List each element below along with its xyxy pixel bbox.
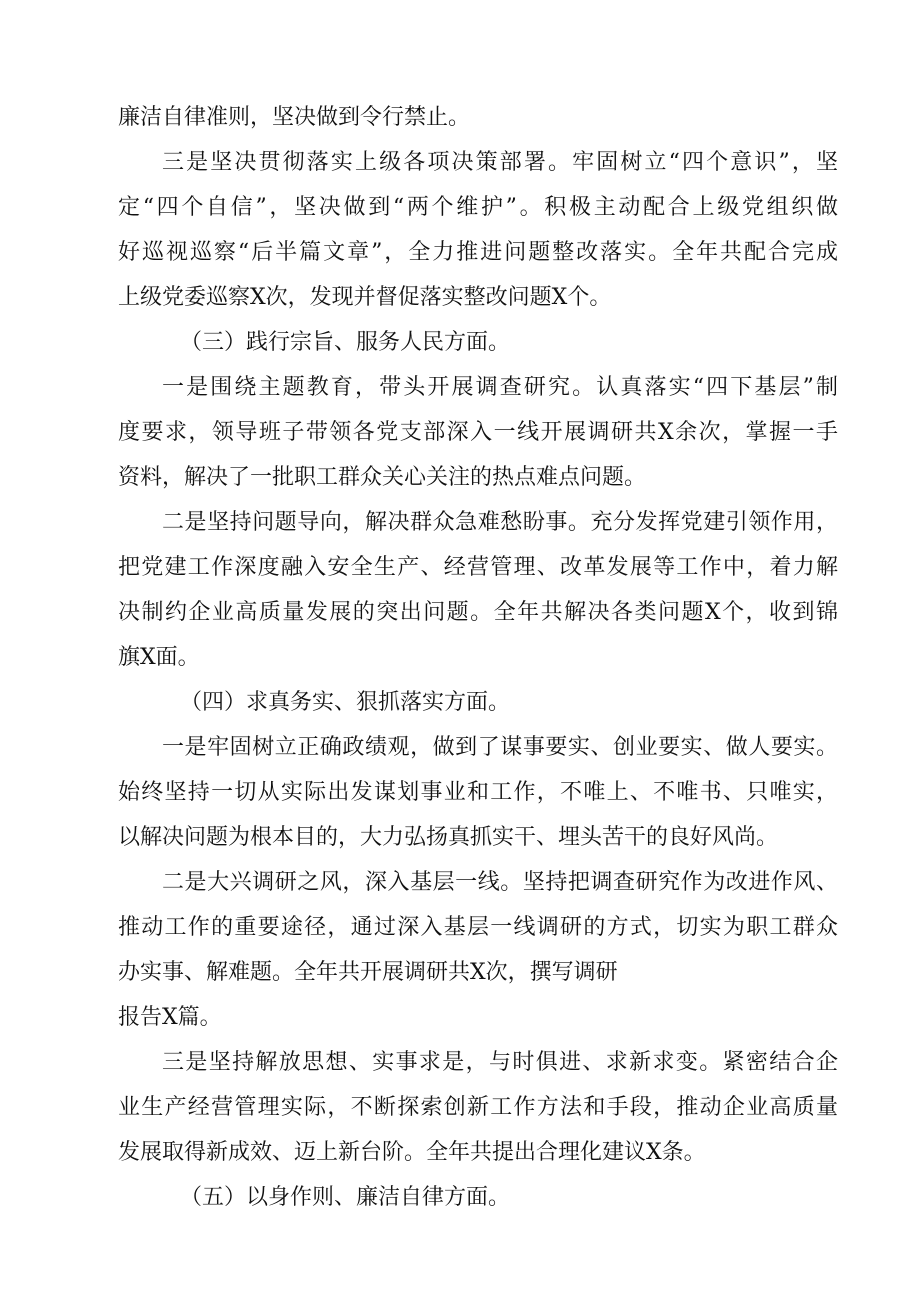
section-heading: （四）求真务实、狠抓落实方面。	[180, 690, 511, 715]
text-line: 资料，解决了一批职工群众关心关注的热点难点问题。	[118, 465, 647, 490]
section-heading: （三）践行宗旨、服务人民方面。	[180, 330, 511, 355]
section-heading: （五）以身作则、廉洁自律方面。	[180, 1185, 511, 1210]
text-line: 三是坚持解放思想、实事求是，与时俱进、求新求变。紧密结合企	[162, 1050, 838, 1075]
text-line: 廉洁自律准则，坚决做到令行禁止。	[118, 105, 471, 130]
text-line: 始终坚持一切从实际出发谋划事业和工作，不唯上、不唯书、只唯实，	[118, 780, 838, 805]
text-line: 二是坚持问题导向，解决群众急难愁盼事。充分发挥党建引领作用，	[162, 510, 838, 535]
text-line: 发展取得新成效、迈上新台阶。全年共提出合理化建议X条。	[118, 1140, 706, 1165]
text-line: 定“四个自信”，坚决做到“两个维护”。积极主动配合上级党组织做	[118, 195, 838, 220]
text-line: 推动工作的重要途径，通过深入基层一线调研的方式，切实为职工群众	[118, 915, 838, 940]
text-line: 三是坚决贯彻落实上级各项决策部署。牢固树立“四个意识”，坚	[162, 150, 838, 175]
text-line: 一是围绕主题教育，带头开展调查研究。认真落实“四下基层”制	[162, 375, 838, 400]
text-line: 办实事、解难题。全年共开展调研共X次，撰写调研	[118, 960, 618, 985]
text-line: 上级党委巡察X次，发现并督促落实整改问题X个。	[118, 285, 612, 310]
text-line: 好巡视巡察“后半篇文章”，全力推进问题整改落实。全年共配合完成	[118, 240, 838, 265]
text-line: 以解决问题为根本目的，大力弘扬真抓实干、埋头苦干的良好风尚。	[118, 825, 779, 850]
text-line: 度要求，领导班子带领各党支部深入一线开展调研共X余次，掌握一手	[118, 420, 838, 445]
text-line: 一是牢固树立正确政绩观，做到了谋事要实、创业要实、做人要实。	[162, 735, 838, 760]
text-line: 报告X篇。	[118, 1005, 222, 1030]
text-line: 把党建工作深度融入安全生产、经营管理、改革发展等工作中，着力解	[118, 555, 838, 580]
text-line: 业生产经营管理实际，不断探索创新工作方法和手段，推动企业高质量	[118, 1095, 838, 1120]
text-line: 二是大兴调研之风，深入基层一线。坚持把调查研究作为改进作风、	[162, 870, 838, 895]
text-line: 旗X面。	[118, 645, 200, 670]
text-line: 决制约企业高质量发展的突出问题。全年共解决各类问题X个，收到锦	[118, 600, 838, 625]
